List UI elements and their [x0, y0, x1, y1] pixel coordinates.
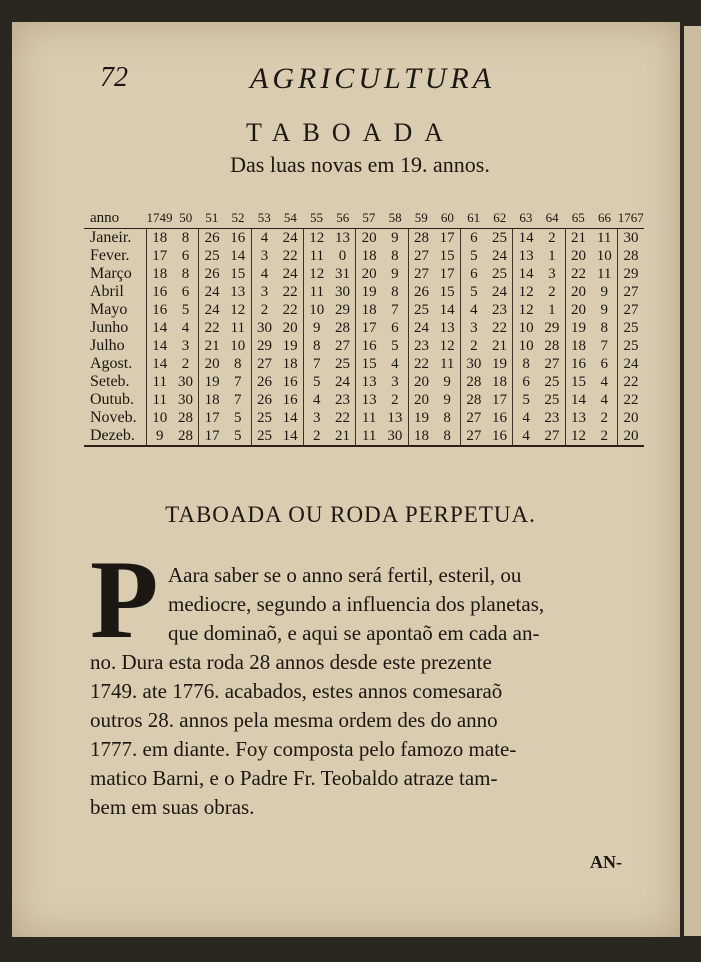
day-cell: 4 [251, 265, 277, 283]
day-cell: 22 [282, 284, 298, 300]
day-cell: 10 [303, 301, 329, 319]
day-cell: 13 [565, 409, 591, 427]
day-cell: 29 [251, 337, 277, 355]
day-cell: 11 [230, 320, 246, 336]
day-cell: 5 [234, 410, 242, 426]
day-cell: 12 [303, 265, 329, 283]
day-cell: 2 [251, 301, 277, 319]
day-cell: 8 [443, 410, 451, 426]
day-cell: 4 [181, 320, 190, 336]
day-cell: 20 [356, 229, 382, 248]
day-cell: 25 [199, 247, 225, 265]
day-cell: 2 [461, 337, 487, 355]
day-cell: 26 [251, 373, 277, 391]
day-cell: 3 [251, 283, 277, 301]
text-line: no. Dura esta roda 28 annos desde este prezente [90, 650, 492, 674]
day-cell: 7 [600, 338, 608, 354]
day-cell: 14 [146, 319, 172, 337]
day-cell: 17 [356, 319, 382, 337]
month-label: Mayo [90, 301, 128, 318]
month-label: Seteb. [90, 373, 130, 390]
day-cell: 11 [356, 427, 382, 446]
day-cell: 11 [303, 283, 329, 301]
day-cell: 27 [334, 338, 350, 354]
day-cell: 4 [600, 374, 608, 390]
day-cell: 20 [408, 391, 434, 409]
year-cell: 52 [225, 208, 251, 229]
day-cell: 25 [408, 301, 434, 319]
day-cell: 30 [251, 319, 277, 337]
day-cell: 15 [565, 373, 591, 391]
day-cell: 10 [513, 319, 539, 337]
day-cell: 14 [282, 410, 298, 426]
drop-cap: P [90, 538, 159, 662]
day-cell: 18 [146, 229, 172, 248]
day-cell: 30 [177, 374, 193, 390]
day-cell: 12 [565, 427, 591, 446]
day-cell: 20 [199, 355, 225, 373]
day-cell: 18 [199, 391, 225, 409]
day-cell: 18 [565, 337, 591, 355]
day-cell: 22 [408, 355, 434, 373]
day-cell: 23 [408, 337, 434, 355]
day-cell: 17 [199, 409, 225, 427]
day-cell: 25 [618, 337, 644, 355]
year-label: anno [84, 208, 146, 229]
day-cell: 2 [591, 427, 617, 446]
day-cell: 27 [618, 283, 644, 301]
day-cell: 25 [334, 356, 350, 372]
day-cell: 8 [303, 337, 329, 355]
day-cell: 12 [513, 283, 539, 301]
day-cell: 22 [492, 320, 507, 336]
year-cell: 1749 [146, 208, 172, 229]
text-line: 1749. ate 1776. acabados, estes annos comesaraõ [90, 679, 503, 703]
day-cell: 4 [251, 229, 277, 248]
day-cell: 28 [618, 247, 644, 265]
day-cell: 9 [303, 319, 329, 337]
day-cell: 6 [391, 320, 399, 336]
day-cell: 15 [439, 284, 455, 300]
day-cell: 12 [513, 301, 539, 319]
running-title: AGRICULTURA [250, 62, 496, 95]
year-cell: 58 [382, 208, 408, 229]
year-cell: 53 [251, 208, 277, 229]
day-cell: 17 [492, 392, 507, 408]
year-cell: 54 [277, 208, 303, 229]
day-cell: 27 [408, 265, 434, 283]
month-label: Abril [90, 283, 124, 300]
day-cell: 13 [356, 391, 382, 409]
day-cell: 21 [565, 229, 591, 248]
day-cell: 5 [303, 373, 329, 391]
day-cell: 15 [356, 355, 382, 373]
day-cell: 27 [539, 427, 565, 446]
day-cell: 26 [199, 265, 225, 283]
day-cell: 4 [391, 356, 399, 372]
day-cell: 20 [565, 283, 591, 301]
day-cell: 17 [439, 266, 455, 282]
year-cell: 57 [356, 208, 382, 229]
text-line: Aara saber se o anno será fertil, esteril, ou [168, 563, 522, 587]
day-cell: 19 [565, 319, 591, 337]
day-cell: 24 [618, 355, 644, 373]
day-cell: 10 [513, 337, 539, 355]
year-cell: 63 [513, 208, 539, 229]
day-cell: 7 [391, 302, 399, 318]
table-row [84, 391, 644, 409]
day-cell: 11 [146, 391, 172, 409]
day-cell: 7 [234, 374, 242, 390]
day-cell: 13 [387, 410, 403, 426]
day-cell: 16 [230, 230, 246, 246]
section-heading: TABOADA OU RODA PERPETUA. [165, 502, 536, 527]
day-cell: 15 [439, 248, 455, 264]
day-cell: 20 [356, 265, 382, 283]
day-cell: 30 [177, 392, 193, 408]
day-cell: 22 [565, 265, 591, 283]
day-cell: 27 [461, 409, 487, 427]
day-cell: 16 [487, 427, 513, 446]
day-cell: 7 [303, 355, 329, 373]
day-cell: 9 [391, 266, 399, 282]
day-cell: 21 [330, 427, 356, 446]
day-cell: 18 [492, 374, 507, 390]
day-cell: 19 [199, 373, 225, 391]
table-row [84, 373, 644, 391]
day-cell: 4 [303, 391, 329, 409]
day-cell: 5 [391, 338, 399, 354]
day-cell: 3 [251, 247, 277, 265]
day-cell: 2 [548, 230, 556, 246]
table-row [84, 355, 644, 373]
text-line: mediocre, segundo a influencia dos planetas, [168, 592, 545, 616]
table-row [84, 427, 644, 446]
year-cell: 59 [408, 208, 434, 229]
day-cell: 6 [181, 248, 190, 264]
day-cell: 11 [596, 230, 612, 246]
day-cell: 17 [439, 230, 455, 246]
text-line: que dominaõ, e aqui se apontaõ em cada an- [168, 621, 540, 645]
day-cell: 11 [439, 356, 455, 372]
day-cell: 11 [356, 409, 382, 427]
day-cell: 22 [199, 319, 225, 337]
catchword: AN- [590, 852, 622, 872]
day-cell: 10 [146, 409, 172, 427]
day-cell: 3 [303, 409, 329, 427]
day-cell: 21 [199, 337, 225, 355]
day-cell: 16 [356, 337, 382, 355]
day-cell: 1 [548, 302, 556, 318]
day-cell: 14 [277, 427, 303, 446]
day-cell: 25 [251, 427, 277, 446]
day-cell: 28 [544, 338, 560, 354]
day-cell: 9 [146, 427, 172, 446]
day-cell: 31 [334, 266, 350, 282]
day-cell: 24 [492, 284, 507, 300]
day-cell: 25 [251, 409, 277, 427]
table-row [84, 301, 644, 319]
day-cell: 28 [408, 229, 434, 248]
day-cell: 23 [334, 392, 350, 408]
day-cell: 28 [461, 391, 487, 409]
day-cell: 0 [338, 248, 347, 264]
day-cell: 13 [513, 247, 539, 265]
day-cell: 3 [391, 374, 399, 390]
day-cell: 11 [146, 373, 172, 391]
day-cell: 9 [600, 284, 608, 300]
month-label: Janeir. [90, 229, 132, 246]
day-cell: 24 [199, 301, 225, 319]
day-cell: 16 [282, 392, 298, 408]
day-cell: 9 [443, 374, 451, 390]
table-row [84, 337, 644, 355]
day-cell: 6 [461, 229, 487, 248]
day-cell: 30 [334, 284, 350, 300]
month-label: Fever. [90, 247, 130, 264]
day-cell: 16 [146, 301, 172, 319]
day-cell: 14 [565, 391, 591, 409]
day-cell: 25 [492, 266, 507, 282]
table-row [84, 229, 644, 248]
day-cell: 8 [600, 320, 608, 336]
day-cell: 25 [492, 230, 507, 246]
month-label: Julho [90, 337, 125, 354]
day-cell: 16 [565, 355, 591, 373]
new-moons-table [84, 208, 644, 447]
day-cell: 6 [461, 265, 487, 283]
day-cell: 14 [513, 265, 539, 283]
year-cell: 60 [434, 208, 460, 229]
day-cell: 10 [596, 248, 612, 264]
day-cell: 28 [173, 427, 199, 446]
year-cell: 50 [173, 208, 199, 229]
month-label: Agost. [90, 355, 133, 372]
day-cell: 12 [230, 302, 246, 318]
day-cell: 23 [544, 410, 560, 426]
text-line: outros 28. annos pela mesma ordem des do anno [90, 708, 498, 732]
day-cell: 5 [513, 391, 539, 409]
day-cell: 28 [334, 320, 350, 336]
day-cell: 22 [334, 410, 350, 426]
year-cell: 65 [565, 208, 591, 229]
day-cell: 18 [146, 265, 172, 283]
day-cell: 20 [565, 247, 591, 265]
day-cell: 24 [282, 230, 298, 246]
day-cell: 20 [618, 427, 644, 446]
day-cell: 8 [391, 248, 399, 264]
day-cell: 8 [234, 356, 242, 372]
day-cell: 14 [439, 302, 455, 318]
day-cell: 16 [146, 283, 172, 301]
month-label: Dezeb. [84, 427, 146, 446]
page-header [100, 58, 540, 102]
day-cell: 13 [334, 230, 350, 246]
day-cell: 22 [618, 391, 644, 409]
day-cell: 30 [618, 229, 644, 248]
day-cell: 28 [177, 410, 193, 426]
table-subtitle: Das luas novas em 19. annos. [230, 152, 490, 177]
day-cell: 26 [251, 391, 277, 409]
day-cell: 20 [408, 373, 434, 391]
table-row [84, 247, 644, 265]
text-line: 1777. em diante. Foy composta pelo famozo mate- [90, 737, 517, 761]
day-cell: 8 [181, 266, 190, 282]
day-cell: 2 [548, 284, 556, 300]
day-cell: 14 [146, 355, 172, 373]
day-cell: 4 [513, 409, 539, 427]
day-cell: 10 [230, 338, 246, 354]
day-cell: 8 [391, 284, 399, 300]
year-cell: 62 [487, 208, 513, 229]
day-cell: 18 [282, 356, 298, 372]
day-cell: 16 [282, 374, 298, 390]
table-row [84, 319, 644, 337]
day-cell: 20 [618, 409, 644, 427]
day-cell: 28 [461, 373, 487, 391]
day-cell: 27 [251, 355, 277, 373]
day-cell: 12 [439, 338, 455, 354]
day-cell: 24 [282, 266, 298, 282]
day-cell: 4 [461, 301, 487, 319]
day-cell: 24 [334, 374, 350, 390]
day-cell: 6 [600, 356, 608, 372]
day-cell: 5 [461, 247, 487, 265]
day-cell: 2 [303, 427, 329, 446]
table-row [84, 409, 644, 427]
day-cell: 5 [225, 427, 251, 446]
day-cell: 18 [356, 247, 382, 265]
page-number: 72 [100, 62, 128, 93]
day-cell: 30 [461, 355, 487, 373]
day-cell: 27 [544, 356, 560, 372]
year-cell: 51 [199, 208, 225, 229]
body-paragraph [90, 561, 635, 822]
day-cell: 27 [618, 301, 644, 319]
day-cell: 11 [596, 266, 612, 282]
day-cell: 27 [461, 427, 487, 446]
day-cell: 19 [356, 283, 382, 301]
year-cell: 61 [461, 208, 487, 229]
day-cell: 8 [513, 355, 539, 373]
year-cell: 56 [330, 208, 356, 229]
day-cell: 5 [461, 283, 487, 301]
day-cell: 9 [443, 392, 451, 408]
day-cell: 13 [356, 373, 382, 391]
day-cell: 17 [199, 427, 225, 446]
day-cell: 25 [618, 319, 644, 337]
day-cell: 19 [282, 338, 298, 354]
day-cell: 27 [408, 247, 434, 265]
day-cell: 7 [234, 392, 242, 408]
text-line: matico Barni, e o Padre Fr. Teobaldo atraze tam- [90, 766, 498, 790]
day-cell: 11 [303, 247, 329, 265]
day-cell: 25 [544, 374, 560, 390]
day-cell: 19 [408, 409, 434, 427]
day-cell: 13 [230, 284, 246, 300]
day-cell: 29 [618, 265, 644, 283]
day-cell: 14 [513, 229, 539, 248]
day-cell: 2 [600, 410, 608, 426]
day-cell: 3 [461, 319, 487, 337]
day-cell: 9 [391, 230, 399, 246]
year-cell: 66 [591, 208, 617, 229]
day-cell: 9 [600, 302, 608, 318]
day-cell: 22 [282, 248, 298, 264]
day-cell: 25 [544, 392, 560, 408]
day-cell: 29 [334, 302, 350, 318]
day-cell: 14 [230, 248, 246, 264]
day-cell: 26 [199, 229, 225, 248]
text-line: bem em suas obras. [90, 795, 255, 819]
day-cell: 2 [181, 356, 190, 372]
table-year-header [84, 208, 644, 229]
month-label: Noveb. [90, 409, 137, 426]
day-cell: 13 [439, 320, 455, 336]
year-cell: 55 [303, 208, 329, 229]
day-cell: 1 [548, 248, 556, 264]
day-cell: 3 [181, 338, 190, 354]
table-title: TABOADA [245, 118, 456, 147]
month-label: Outub. [90, 391, 134, 408]
month-label: Junho [90, 319, 129, 336]
day-cell: 24 [408, 319, 434, 337]
day-cell: 3 [548, 266, 556, 282]
year-cell: 1767 [618, 208, 644, 229]
table-row [84, 265, 644, 283]
day-cell: 16 [492, 410, 507, 426]
table-row [84, 283, 644, 301]
day-cell: 22 [282, 302, 298, 318]
day-cell: 22 [618, 373, 644, 391]
day-cell: 2 [391, 392, 399, 408]
day-cell: 18 [356, 301, 382, 319]
day-cell: 4 [513, 427, 539, 446]
day-cell: 20 [565, 301, 591, 319]
day-cell: 4 [600, 392, 608, 408]
month-label: Março [90, 265, 132, 282]
day-cell: 26 [408, 283, 434, 301]
day-cell: 21 [492, 338, 507, 354]
day-cell: 20 [282, 320, 298, 336]
day-cell: 30 [382, 427, 408, 446]
day-cell: 23 [492, 302, 507, 318]
day-cell: 8 [181, 230, 190, 246]
day-cell: 12 [303, 229, 329, 248]
day-cell: 24 [199, 283, 225, 301]
day-cell: 14 [146, 337, 172, 355]
day-cell: 8 [434, 427, 460, 446]
day-cell: 15 [230, 266, 246, 282]
day-cell: 24 [492, 248, 507, 264]
day-cell: 17 [146, 247, 172, 265]
day-cell: 18 [408, 427, 434, 446]
day-cell: 6 [513, 373, 539, 391]
day-cell: 19 [492, 356, 507, 372]
day-cell: 6 [181, 284, 190, 300]
year-cell: 64 [539, 208, 565, 229]
day-cell: 29 [544, 320, 560, 336]
day-cell: 5 [181, 302, 190, 318]
